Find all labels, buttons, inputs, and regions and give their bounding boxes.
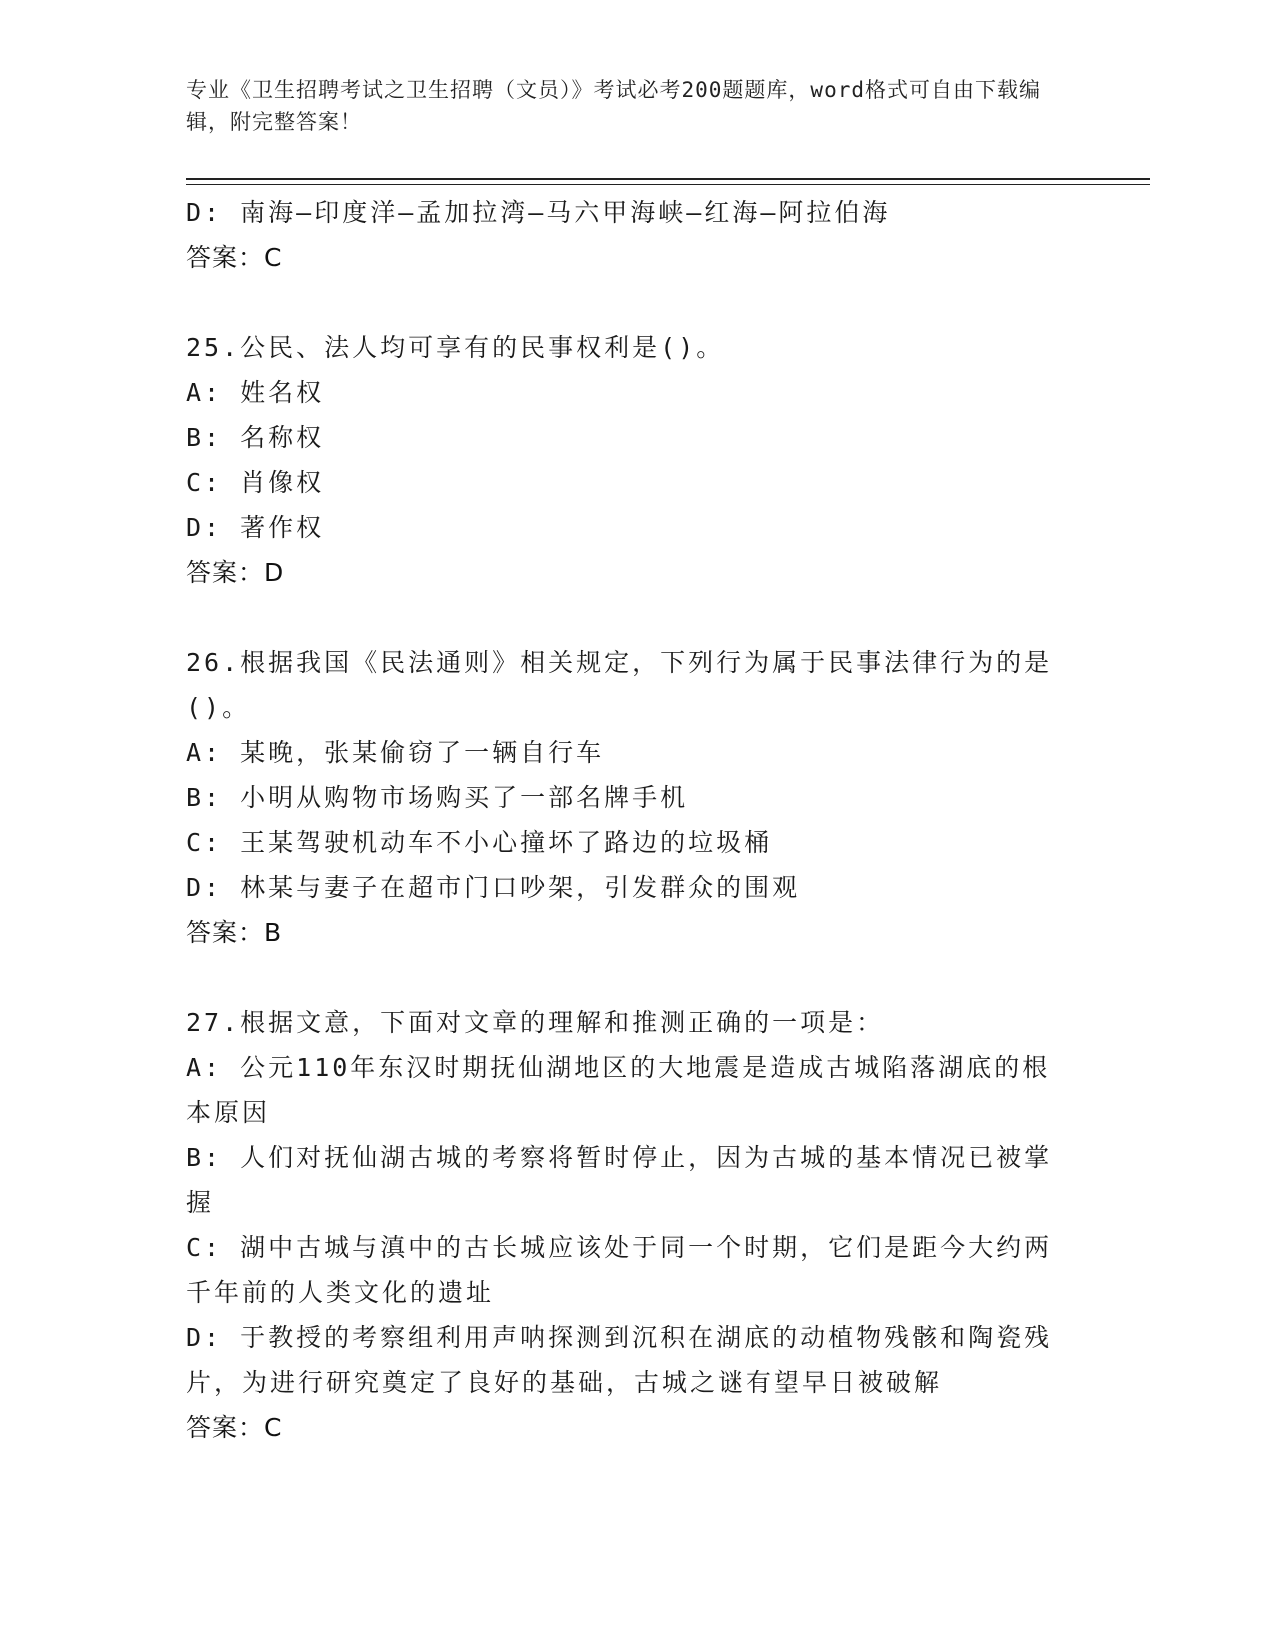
option-d: D: 林某与妻子在超市门口吵架，引发群众的围观	[186, 873, 801, 902]
option-a: A: 某晚，张某偷窃了一辆自行车	[186, 738, 605, 767]
question-26	[186, 640, 1076, 955]
previous-question-tail	[186, 190, 1076, 280]
spacer	[186, 280, 1076, 325]
question-text: 25.公民、法人均可享有的民事权利是()。	[186, 333, 725, 362]
header-rule-thin	[186, 184, 1150, 185]
option-b: B: 名称权	[186, 423, 325, 452]
answer-line: 答案：C	[186, 243, 283, 272]
option-a: A: 姓名权	[186, 378, 325, 407]
option-a: A: 公元110年东汉时期抚仙湖地区的大地震是造成古城陷落湖底的根本原因	[186, 1053, 1051, 1127]
option-c: C: 湖中古城与滇中的古长城应该处于同一个时期，它们是距今大约两千年前的人类文化的遗址	[186, 1233, 1053, 1307]
option-d: D: 南海—印度洋—孟加拉湾—马六甲海峡—红海—阿拉伯海	[186, 198, 891, 227]
question-25	[186, 325, 1076, 595]
option-c: C: 肖像权	[186, 468, 325, 497]
option-d: D: 于教授的考察组利用声呐探测到沉积在湖底的动植物残骸和陶瓷残片，为进行研究奠定了良好的基础，古城之谜有望早日被破解	[186, 1323, 1053, 1397]
answer-line: 答案：B	[186, 918, 283, 947]
option-b: B: 人们对抚仙湖古城的考察将暂时停止，因为古城的基本情况已被掌握	[186, 1143, 1053, 1217]
question-27	[186, 1000, 1076, 1450]
question-text: 26.根据我国《民法通则》相关规定，下列行为属于民事法律行为的是()。	[186, 648, 1053, 722]
option-c: C: 王某驾驶机动车不小心撞坏了路边的垃圾桶	[186, 828, 773, 857]
header-rule-thick	[186, 178, 1150, 180]
option-d: D: 著作权	[186, 513, 325, 542]
question-text: 27.根据文意，下面对文章的理解和推测正确的一项是：	[186, 1008, 885, 1037]
page-header: 专业《卫生招聘考试之卫生招聘（文员）》考试必考200题题库，word格式可自由下载编辑，附完整答案！	[186, 78, 1041, 134]
question-content	[186, 190, 1076, 1450]
answer-line: 答案：C	[186, 1413, 283, 1442]
option-b: B: 小明从购物市场购买了一部名牌手机	[186, 783, 689, 812]
answer-line: 答案：D	[186, 558, 285, 587]
spacer	[186, 955, 1076, 1000]
spacer	[186, 595, 1076, 640]
